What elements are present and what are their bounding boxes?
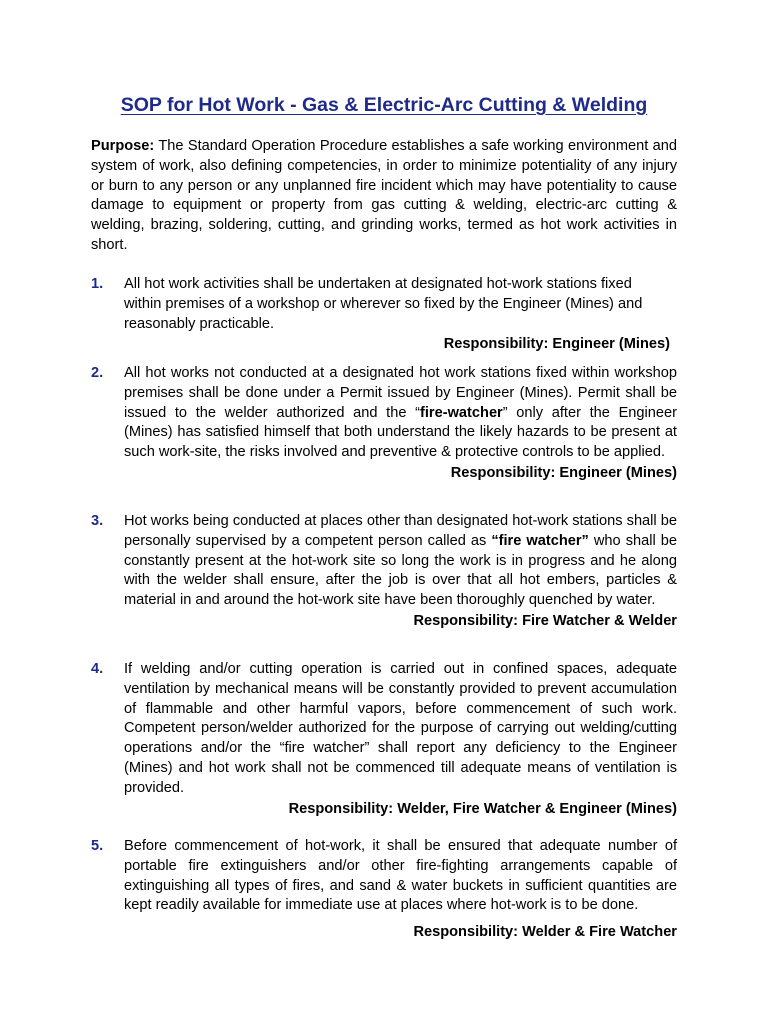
item-text-3a: Hot works being conducted at places other than designated hot-work stations shall be personally supervised by a competent person called as	[124, 513, 677, 549]
item-number-3: 3.	[91, 513, 104, 529]
item-text-2	[124, 364, 677, 463]
list-item-5	[91, 837, 677, 943]
item-number-1: 1.	[91, 276, 104, 292]
list-item-2	[91, 364, 677, 484]
item-responsibility-2: Responsibility: Engineer (Mines)	[450, 464, 677, 481]
item-text-3	[124, 512, 677, 611]
item-responsibility-3: Responsibility: Fire Watcher & Welder	[413, 612, 677, 629]
purpose-text: The Standard Operation Procedure establishes a safe working environment and system of work, also defining competencies, in order to minimize potentiality of any injury or burn to any person or any unplanned fire incident which may have potentiality to cause damage to equipment or property from gas cutting & welding, electric-arc cutting & welding, brazing, soldering, cutting, and grinding works, termed as hot work activities in short.	[91, 138, 677, 253]
purpose-paragraph	[91, 137, 677, 256]
item-number-5: 5.	[91, 838, 104, 854]
list-item-3	[91, 512, 677, 632]
item-responsibility-1: Responsibility: Engineer (Mines)	[443, 336, 670, 353]
item-text-3b: who shall be constantly present at the hot-work site so long the work is in progress and he along with the welder shall ensure, after the job is over that all hot embers, particles & material in and around the hot-work site have been thoroughly quenched by water.	[124, 532, 678, 609]
purpose-label: Purpose:	[91, 138, 155, 154]
list-item-1	[91, 275, 670, 355]
list-item-4	[91, 660, 677, 819]
item-text-3-bold: “fire watcher”	[491, 532, 589, 549]
page-title: SOP for Hot Work - Gas & Electric-Arc Cutting & Welding	[120, 94, 648, 116]
item-responsibility-4: Responsibility: Welder, Fire Watcher & Engineer (Mines)	[288, 800, 677, 817]
item-text-2b: ” only after the Engineer (Mines) has satisfied himself that both understand the likely hazards to be present at such work-site, the risks involved and preventive & protective controls to be applied.	[124, 404, 677, 461]
item-text-5: Before commencement of hot-work, it shall be ensured that adequate number of portable fire extinguishers and/or other fire-fighting arrangements capable of extinguishing all types of fires, and sand & water buckets in sufficient quantities are kept readily available for immediate use at places where hot-work is to be done.	[124, 838, 677, 914]
item-responsibility-5: Responsibility: Welder & Fire Watcher	[413, 924, 677, 941]
item-text-2-bold: fire-watcher	[420, 404, 503, 421]
item-text-1: All hot work activities shall be undertaken at designated hot-work stations fixed within premises of a workshop or wherever so fixed by the Engineer (Mines) and reasonably practicable.	[124, 276, 643, 332]
item-number-4: 4.	[91, 661, 104, 677]
item-text-2a: All hot works not conducted at a designated hot work stations fixed within workshop premises shall be done under a Permit issued by Engineer (Mines). Permit shall be issued to the welder authorized and the “	[124, 365, 677, 421]
item-text-4: If welding and/or cutting operation is carried out in confined spaces, adequate ventilation by mechanical means will be constantly provided to prevent accumulation of flammable and other harmful vapors, before commencement of such work. Competent person/welder authorized for the purpose of carrying out welding/cutting operations and/or the “fire watcher” shall report any deficiency to the Engineer (Mines) and hot work shall not be commenced till adequate means of ventilation is provided.	[124, 661, 677, 796]
item-number-2: 2.	[91, 365, 104, 381]
